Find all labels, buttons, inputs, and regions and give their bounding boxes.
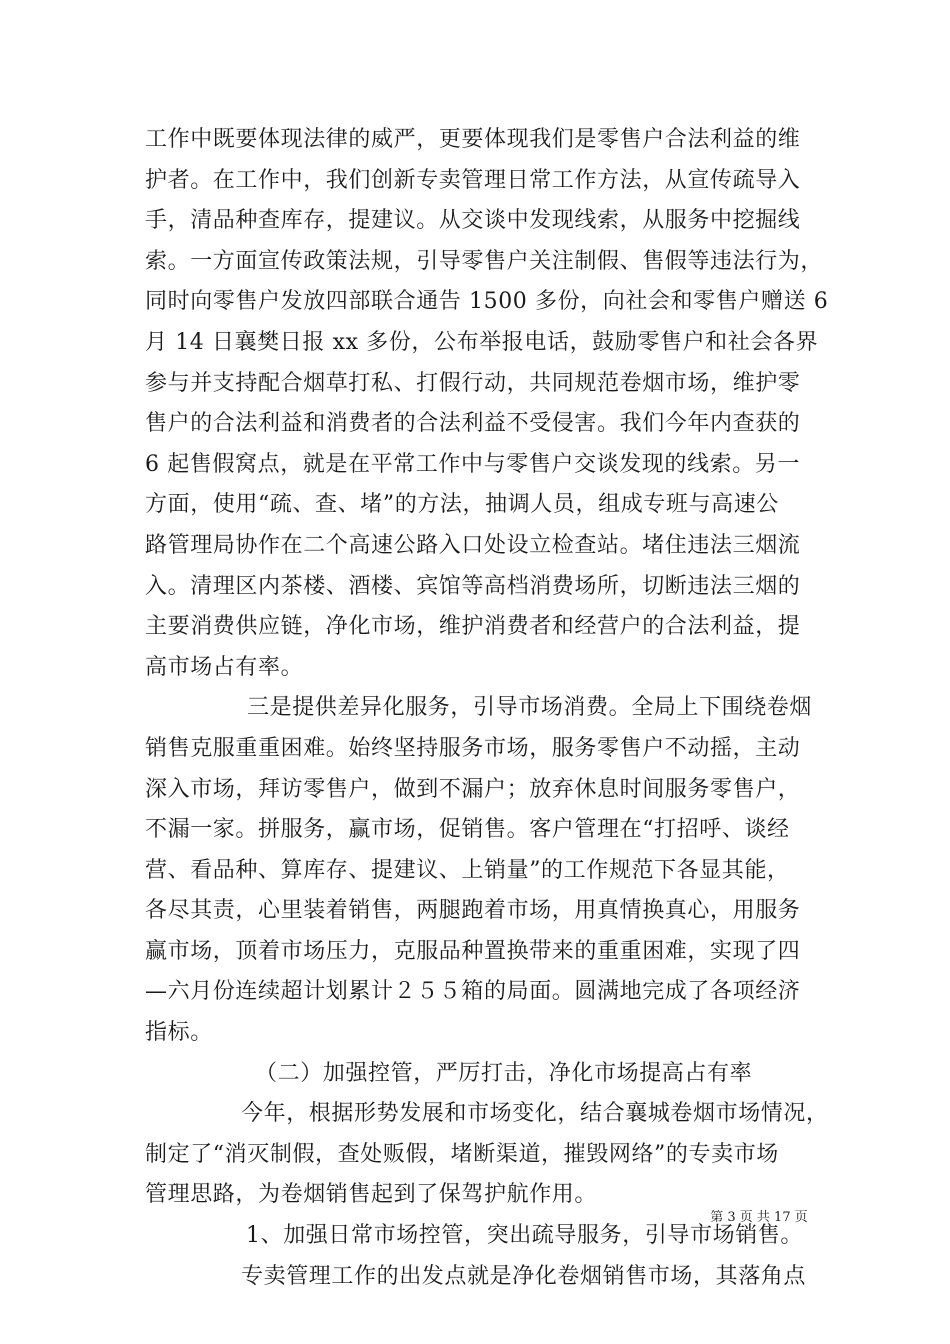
page-number: 第 3 页 共 17 页 — [710, 1210, 808, 1225]
paragraph-start-line: 专卖管理工作的出发点就是净化卷烟销售市场，其落角点 — [241, 1263, 807, 1289]
text-line: —六月份连续超计划累计２５５箱的局面。圆满地完成了各项经济 — [145, 979, 801, 1005]
body-text — [145, 120, 829, 1297]
text-line: 售户的合法利益和消费者的合法利益不受侵害。我们今年内查获的 — [145, 411, 801, 437]
text-line: 工作中既要体现法律的威严，更要体现我们是零售户合法利益的维 — [145, 127, 801, 152]
section-heading: （二）加强控管，严厉打击，净化市场提高占有率 — [255, 1060, 753, 1086]
text-line: 销售克服重重困难。始终坚持服务市场，服务零售户不动摇，主动 — [145, 735, 801, 761]
paragraph-start-line: 今年，根据形势发展和市场变化，结合襄城卷烟市场情况， — [241, 1101, 829, 1127]
text-line: 月 14 日襄樊日报 xx 多份，公布举报电话，鼓励零售户和社会各界 — [145, 329, 819, 355]
text-line: 不漏一家。拼服务，赢市场，促销售。客户管理在“打招呼、谈经 — [145, 817, 790, 843]
paragraph-start-line: 三是提供差异化服务，引导市场消费。全局上下围绕卷烟 — [247, 695, 813, 721]
text-line: 路管理局协作在二个高速公路入口处设立检查站。堵住违法三烟流 — [145, 532, 801, 558]
text-line: 手，清品种查库存，提建议。从交谈中发现线索，从服务中挖掘线 — [145, 208, 801, 234]
page-footer — [0, 1206, 950, 1225]
text-line: 管理思路，为卷烟销售起到了保驾护航作用。 — [145, 1182, 598, 1208]
text-line: 指标。 — [145, 1020, 213, 1046]
text-line: 主要消费供应链，净化市场，维护消费者和经营户的合法利益，提 — [145, 614, 801, 640]
text-line: 营、看品种、算库存、提建议、上销量”的工作规范下各显其能， — [145, 857, 790, 883]
text-line: 参与并支持配合烟草打私、打假行动，共同规范卷烟市场，维护零 — [145, 370, 801, 396]
text-line: 赢市场，顶着市场压力，克服品种置换带来的重重困难，实现了四 — [145, 938, 801, 964]
text-line: 索。一方面宣传政策法规，引导零售户关注制假、售假等违法行为， — [145, 248, 824, 274]
text-line: 同时向零售户发放四部联合通告 1500 多份，向社会和零售户赠送 6 — [145, 289, 829, 315]
text-line: 入。清理区内茶楼、酒楼、宾馆等高档消费场所，切断违法三烟的 — [145, 573, 801, 599]
text-line: 6 起售假窝点，就是在平常工作中与零售户交谈发现的线索。另一 — [145, 451, 800, 477]
text-line: 高市场占有率。 — [145, 654, 304, 680]
text-line: 深入市场，拜访零售户，做到不漏户；放弃休息时间服务零售户， — [145, 776, 801, 802]
text-line: 各尽其责，心里装着销售，两腿跑着市场，用真情换真心，用服务 — [145, 898, 801, 924]
text-line: 护者。在工作中，我们创新专卖管理日常工作方法，从宣传疏导入 — [145, 167, 801, 193]
text-line: 制定了“消灭制假，查处贩假，堵断渠道，摧毁网络”的专卖市场 — [145, 1141, 779, 1167]
subsection-heading: 1、加强日常市场控管，突出疏导服务，引导市场销售。 — [246, 1223, 803, 1249]
text-line: 方面，使用“疏、查、堵”的方法，抽调人员，组成专班与高速公 — [145, 492, 779, 518]
